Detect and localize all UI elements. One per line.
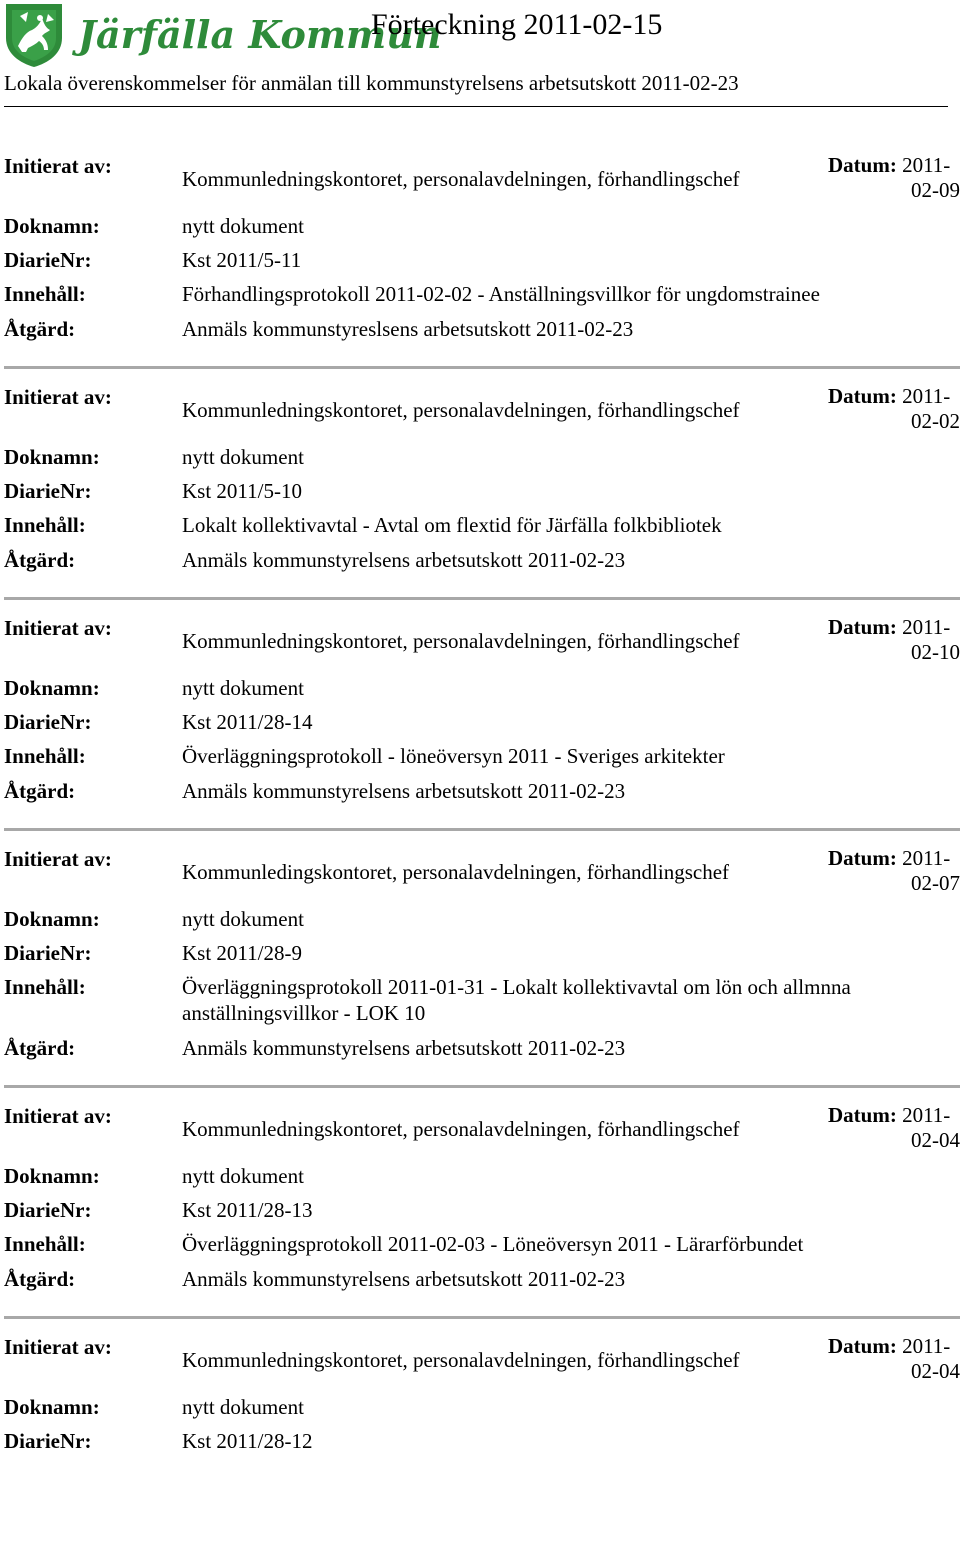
initierat-label: Initierat av: [4, 616, 112, 640]
innehall-label: Innehåll: [4, 1232, 86, 1256]
atgard-value: Anmäls kommunstyreslsens arbetsutskott 2011-02-23 [182, 317, 634, 341]
initierat-value: Kommunledningskontoret, personalavdelningen, förhandlingschef [182, 1348, 740, 1372]
logo-text: Järfälla Kommun [78, 12, 442, 57]
datum-value-year: 2011- [902, 1103, 951, 1127]
atgard-label: Åtgärd: [4, 1267, 76, 1291]
diarienr-label: DiarieNr: [4, 248, 92, 272]
entry-divider [4, 597, 960, 600]
initierat-value: Kommunledningskontoret, personalavdelningen, förhandlingschef [182, 398, 740, 422]
datum-field [828, 384, 960, 434]
atgard-label: Åtgärd: [4, 548, 76, 572]
datum-value-day: 02-10 [911, 640, 960, 664]
innehall-label: Innehåll: [4, 282, 86, 306]
diarienr-label: DiarieNr: [4, 479, 92, 503]
header-divider [4, 106, 948, 107]
datum-value-year: 2011- [902, 846, 951, 870]
list-item [0, 1103, 960, 1334]
entry-divider [4, 366, 960, 369]
innehall-label: Innehåll: [4, 513, 86, 537]
initierat-label: Initierat av: [4, 1104, 112, 1128]
list-item [0, 615, 960, 846]
initierat-label: Initierat av: [4, 385, 112, 409]
entry-divider [4, 828, 960, 831]
atgard-label: Åtgärd: [4, 317, 76, 341]
doknamn-value: nytt dokument [182, 676, 304, 700]
atgard-value: Anmäls kommunstyrelsens arbetsutskott 2011-02-23 [182, 779, 626, 803]
datum-value-day: 02-04 [911, 1359, 960, 1383]
doknamn-value: nytt dokument [182, 445, 304, 469]
innehall-value: Överläggningsprotokoll 2011-02-03 - Löneöversyn 2011 - Lärarförbundet [182, 1232, 804, 1256]
doknamn-label: Doknamn: [4, 1395, 100, 1419]
entry-divider [4, 1316, 960, 1319]
datum-value-day: 02-09 [911, 178, 960, 202]
datum-value-day: 02-07 [911, 871, 960, 895]
diarienr-label: DiarieNr: [4, 1429, 92, 1453]
doknamn-label: Doknamn: [4, 214, 100, 238]
initierat-value: Kommunledningskontoret, personalavdelningen, förhandlingschef [182, 167, 740, 191]
innehall-value: Överläggningsprotokoll - löneöversyn 2011 - Sveriges arkitekter [182, 744, 725, 768]
doknamn-label: Doknamn: [4, 445, 100, 469]
datum-value-day: 02-04 [911, 1128, 960, 1152]
entry-divider [4, 1085, 960, 1088]
jarfalla-kommun-logo [4, 2, 442, 68]
diarienr-value: Kst 2011/28-12 [182, 1429, 313, 1453]
doknamn-value: nytt dokument [182, 1164, 304, 1188]
initierat-value: Kommunledningskontoret, personalavdelningen, förhandlingschef [182, 629, 740, 653]
doknamn-value: nytt dokument [182, 214, 304, 238]
initierat-label: Initierat av: [4, 154, 112, 178]
innehall-label: Innehåll: [4, 975, 86, 999]
datum-value-year: 2011- [902, 153, 951, 177]
doknamn-label: Doknamn: [4, 676, 100, 700]
doknamn-value: nytt dokument [182, 1395, 304, 1419]
datum-label: Datum: [828, 384, 897, 408]
doknamn-label: Doknamn: [4, 907, 100, 931]
datum-label: Datum: [828, 1103, 897, 1127]
datum-value-year: 2011- [902, 384, 951, 408]
atgard-label: Åtgärd: [4, 1036, 76, 1060]
initierat-label: Initierat av: [4, 847, 112, 871]
list-item [0, 846, 960, 1103]
innehall-value: Förhandlingsprotokoll 2011-02-02 - Anställningsvillkor för ungdomstrainee [182, 282, 820, 306]
document-subtitle: Lokala överenskommelser för anmälan till kommunstyrelsens arbetsutskott 2011-02-23 [4, 71, 739, 95]
datum-field [828, 1334, 960, 1384]
initierat-value: Kommunledningskontoret, personalavdelningen, förhandlingschef [182, 1117, 740, 1141]
datum-label: Datum: [828, 846, 897, 870]
atgard-value: Anmäls kommunstyrelsens arbetsutskott 2011-02-23 [182, 1036, 626, 1060]
datum-label: Datum: [828, 1334, 897, 1358]
datum-field [828, 615, 960, 665]
diarienr-label: DiarieNr: [4, 941, 92, 965]
innehall-label: Innehåll: [4, 744, 86, 768]
document-title: Förteckning 2011-02-15 [371, 8, 663, 41]
datum-label: Datum: [828, 615, 897, 639]
datum-value-day: 02-02 [911, 409, 960, 433]
diarienr-label: DiarieNr: [4, 710, 92, 734]
diarienr-value: Kst 2011/28-13 [182, 1198, 313, 1222]
datum-field [828, 846, 960, 896]
datum-field [828, 1103, 960, 1153]
entry-list [0, 153, 960, 1565]
innehall-value: Överläggningsprotokoll 2011-01-31 - Lokalt kollektivavtal om lön och allmnna anställningsvillkor - LOK 10 [182, 975, 851, 1025]
datum-label: Datum: [828, 153, 897, 177]
list-item [0, 384, 960, 615]
diarienr-label: DiarieNr: [4, 1198, 92, 1222]
initierat-value: Kommunledingskontoret, personalavdelningen, förhandlingschef [182, 860, 730, 884]
page-header [0, 0, 960, 110]
atgard-label: Åtgärd: [4, 779, 76, 803]
diarienr-value: Kst 2011/5-10 [182, 479, 302, 503]
doknamn-label: Doknamn: [4, 1164, 100, 1188]
list-item [0, 1334, 960, 1565]
atgard-value: Anmäls kommunstyrelsens arbetsutskott 2011-02-23 [182, 1267, 626, 1291]
datum-value-year: 2011- [902, 1334, 951, 1358]
doknamn-value: nytt dokument [182, 907, 304, 931]
diarienr-value: Kst 2011/28-9 [182, 941, 302, 965]
datum-value-year: 2011- [902, 615, 951, 639]
diarienr-value: Kst 2011/5-11 [182, 248, 302, 272]
list-item [0, 153, 960, 384]
datum-field [828, 153, 960, 203]
initierat-label: Initierat av: [4, 1335, 112, 1359]
innehall-value: Lokalt kollektivavtal - Avtal om flextid för Järfälla folkbibliotek [182, 513, 722, 537]
atgard-value: Anmäls kommunstyrelsens arbetsutskott 2011-02-23 [182, 548, 626, 572]
diarienr-value: Kst 2011/28-14 [182, 710, 313, 734]
